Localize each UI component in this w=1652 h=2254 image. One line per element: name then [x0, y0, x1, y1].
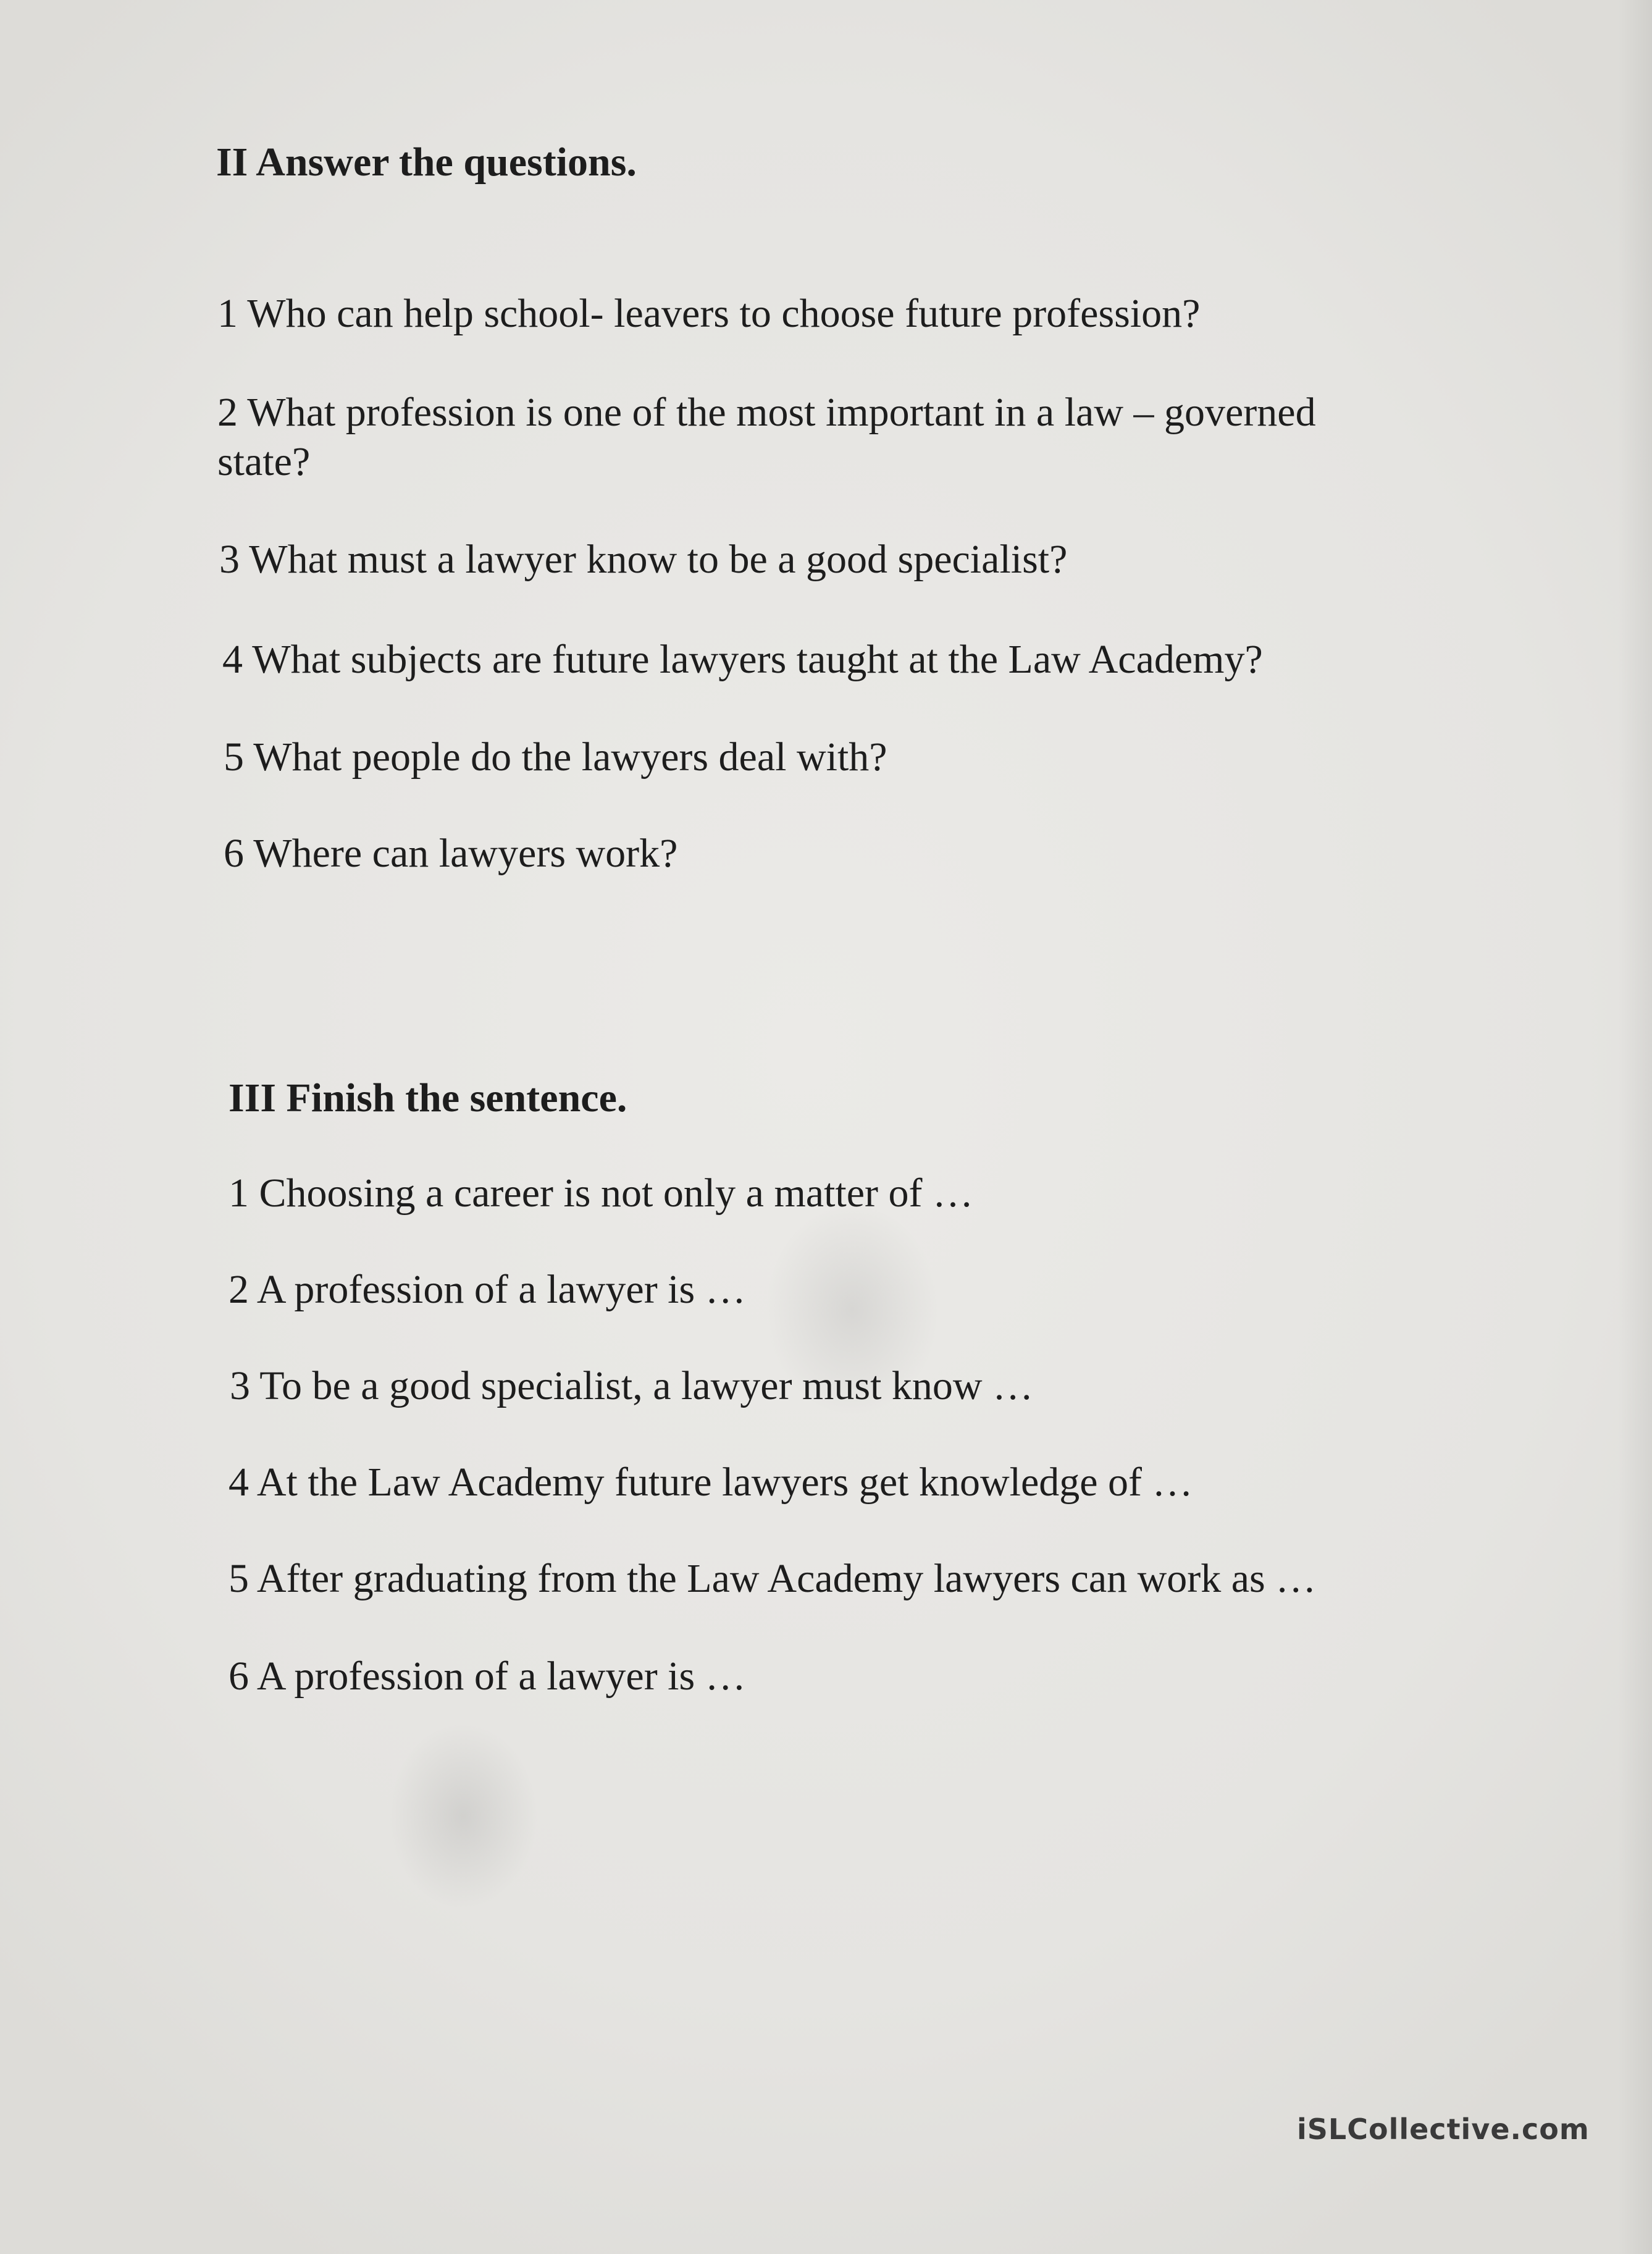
section-heading-finish-sentence: III Finish the sentence.: [229, 1075, 627, 1121]
question-item-continuation: state?: [217, 439, 311, 484]
sentence-item: 6 A profession of a lawyer is …: [229, 1654, 746, 1699]
sentence-item: 1 Choosing a career is not only a matter of …: [229, 1171, 974, 1216]
site-watermark: iSLCollective.com: [1297, 2113, 1590, 2146]
section-heading-answer-questions: II Answer the questions.: [216, 140, 637, 185]
question-item: 5 What people do the lawyers deal with?: [224, 734, 887, 780]
question-item: 4 What subjects are future lawyers taught at the Law Academy?: [222, 637, 1263, 682]
question-item: 3 What must a lawyer know to be a good specialist?: [219, 537, 1068, 582]
question-item: 2 What profession is one of the most important in a law – governed: [217, 390, 1316, 435]
sentence-item: 3 To be a good specialist, a lawyer must know …: [230, 1363, 1034, 1408]
sentence-item: 2 A profession of a lawyer is …: [229, 1267, 746, 1312]
sentence-item: 5 After graduating from the Law Academy lawyers can work as …: [229, 1556, 1317, 1601]
question-item: 1 Who can help school- leavers to choose future profession?: [217, 291, 1201, 336]
question-item: 6 Where can lawyers work?: [224, 831, 678, 876]
sentence-item: 4 At the Law Academy future lawyers get knowledge of …: [229, 1460, 1193, 1505]
